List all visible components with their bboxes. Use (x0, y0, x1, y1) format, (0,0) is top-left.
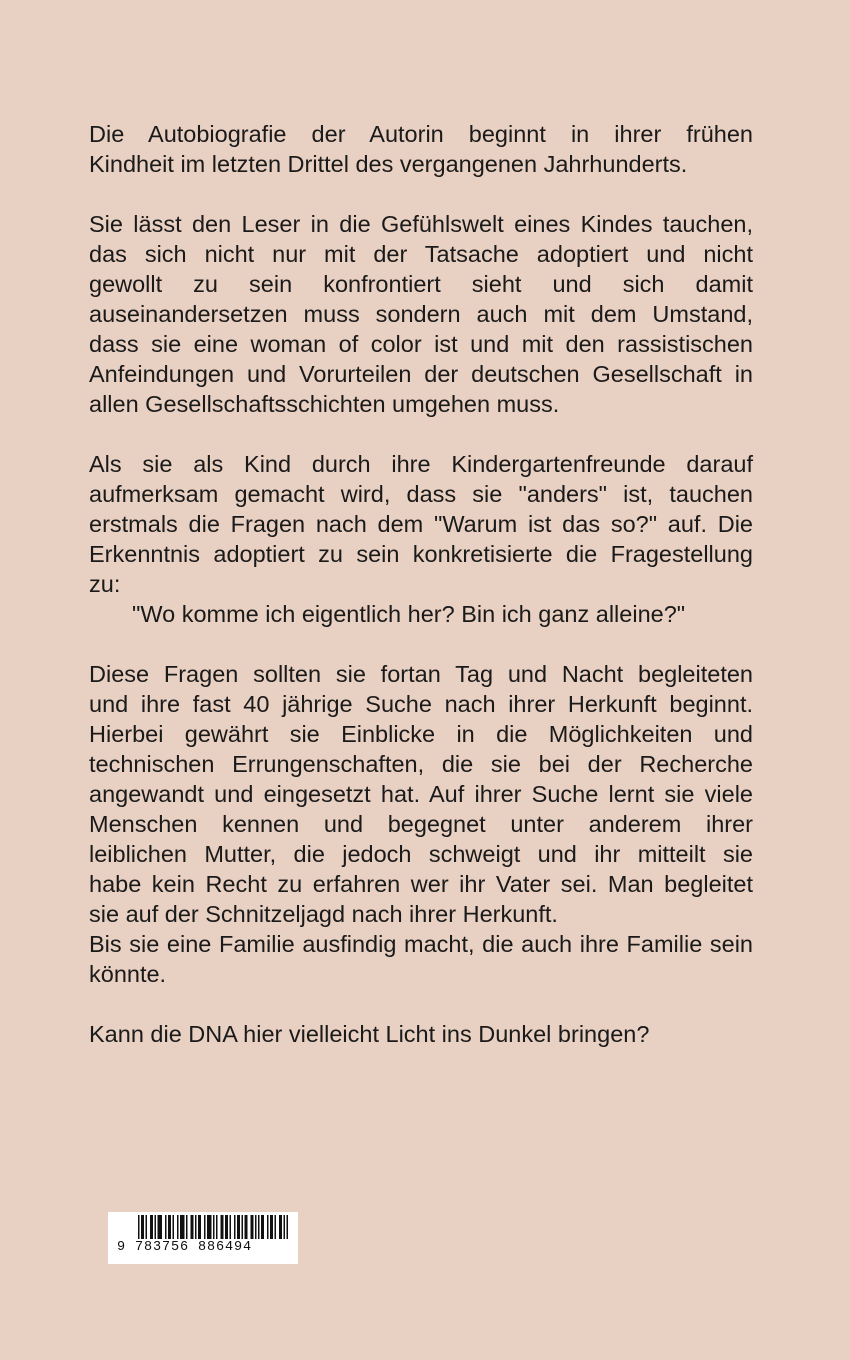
barcode-bar (221, 1215, 223, 1239)
text-line: habe kein Recht zu erfahren wer ihr Vater sei. Man begleitet (89, 871, 753, 897)
barcode-bar (170, 1215, 172, 1239)
barcode-bar (242, 1215, 244, 1239)
barcode-bar (180, 1215, 182, 1239)
barcode-bar (245, 1215, 247, 1239)
text-line: auseinandersetzen muss sondern auch mit dem Umstand, (89, 301, 753, 327)
barcode-bar (191, 1215, 193, 1239)
text-line: Menschen kennen und begegnet unter anderem ihrer (89, 811, 753, 837)
barcode-bar (267, 1215, 269, 1239)
barcode-bar (227, 1215, 229, 1239)
text-line: zu: (89, 571, 121, 597)
text-line: dass sie eine woman of color ist und mit den rassistischen (89, 331, 753, 357)
blurb-paragraph-6 (89, 1019, 753, 1049)
text-line: gewollt zu sein konfrontiert sieht und sich damit (89, 271, 753, 297)
text-line: das sich nicht nur mit der Tatsache adoptiert und nicht (89, 241, 753, 267)
barcode-bar (192, 1215, 194, 1239)
barcode-bar (158, 1215, 160, 1239)
text-line: und ihre fast 40 jährige Suche nach ihrer Herkunft beginnt. (89, 691, 753, 717)
barcode-bar (234, 1215, 236, 1239)
barcode-bar (141, 1215, 143, 1239)
barcode-bar (210, 1215, 212, 1239)
isbn-number: 9 783756 886494 (117, 1240, 253, 1255)
barcode-bar (146, 1215, 148, 1239)
blurb-paragraph-1 (89, 119, 753, 179)
barcode-bar (138, 1215, 140, 1239)
barcode-bar (225, 1215, 227, 1239)
barcode-bar (183, 1215, 185, 1239)
barcode-bar (177, 1215, 179, 1239)
text-line: Sie lässt den Leser in die Gefühlswelt eines Kindes tauchen, (89, 211, 753, 237)
barcode-bar (200, 1215, 202, 1239)
blurb-quote: "Wo komme ich eigentlich her? Bin ich ganz alleine?" (132, 601, 686, 627)
barcode-bar (270, 1215, 272, 1239)
barcode-bar (168, 1215, 170, 1239)
text-line: Als sie als Kind durch ihre Kindergartenfreunde darauf (89, 451, 753, 477)
barcode-bar (150, 1215, 152, 1239)
barcode-bar (222, 1215, 224, 1239)
barcode-bar (159, 1215, 161, 1239)
text-line: Kann die DNA hier vielleicht Licht ins Dunkel bringen? (89, 1021, 650, 1047)
barcode-bars-graphic (108, 1212, 298, 1264)
barcode-bar (204, 1215, 206, 1239)
barcode-bar (275, 1215, 277, 1239)
barcode-bar (284, 1215, 286, 1239)
barcode-bar (230, 1215, 232, 1239)
blurb-paragraph-2 (89, 209, 753, 419)
barcode-bar (152, 1215, 154, 1239)
barcode-bar (216, 1215, 218, 1239)
barcode-bar (213, 1215, 215, 1239)
barcode-bar (272, 1215, 274, 1239)
text-line: angewandt und eingesetzt hat. Auf ihrer Suche lernt sie viele (89, 781, 753, 807)
barcode-bar (155, 1215, 157, 1239)
barcode-bar (287, 1215, 289, 1239)
isbn-barcode (108, 1212, 298, 1264)
text-line: leiblichen Mutter, die jedoch schweigt und ihr mitteilt sie (89, 841, 753, 867)
text-line: Erkenntnis adoptiert zu sein konkretisierte die Fragestellung (89, 541, 753, 567)
barcode-bar (255, 1215, 257, 1239)
barcode-bar (281, 1215, 283, 1239)
barcode-bar (198, 1215, 200, 1239)
back-cover-blurb (89, 119, 753, 1079)
text-line: erstmals die Fragen nach dem "Warum ist das so?" auf. Die (89, 511, 753, 537)
text-line: Diese Fragen sollten sie fortan Tag und Nacht begleiteten (89, 661, 753, 687)
text-line: Bis sie eine Familie ausfindig macht, die auch ihre Familie sein (89, 931, 753, 957)
barcode-bar (207, 1215, 209, 1239)
barcode-bar (186, 1215, 188, 1239)
barcode-bar (246, 1215, 248, 1239)
text-line: sie auf der Schnitzeljagd nach ihrer Herkunft. (89, 901, 558, 927)
blurb-paragraph-4 (89, 659, 753, 929)
text-line: Die Autobiografie der Autorin beginnt in ihrer frühen (89, 121, 753, 147)
barcode-bar (209, 1215, 211, 1239)
barcode-bar (252, 1215, 254, 1239)
text-line: könnte. (89, 961, 167, 987)
barcode-bar (165, 1215, 167, 1239)
barcode-bar (263, 1215, 265, 1239)
barcode-bar (173, 1215, 175, 1239)
text-line: aufmerksam gemacht wird, dass sie "anders" ist, tauchen (89, 481, 753, 507)
text-line: Anfeindungen und Vorurteilen der deutschen Gesellschaft in (89, 361, 753, 387)
barcode-bar (195, 1215, 197, 1239)
barcode-bar (261, 1215, 263, 1239)
text-line: Hierbei gewährt sie Einblicke in die Möglichkeiten und (89, 721, 753, 747)
barcode-bar (279, 1215, 281, 1239)
text-line: allen Gesellschaftsschichten umgehen muss. (89, 391, 560, 417)
barcode-bar (161, 1215, 163, 1239)
text-line: Kindheit im letzten Drittel des vergangenen Jahrhunderts. (89, 151, 688, 177)
barcode-bar (258, 1215, 260, 1239)
blurb-paragraph-5 (89, 929, 753, 989)
barcode-bar (143, 1215, 145, 1239)
barcode-bar (237, 1215, 239, 1239)
barcode-bar (239, 1215, 241, 1239)
text-line: technischen Errungenschaften, die sie bei der Recherche (89, 751, 753, 777)
blurb-paragraph-3 (89, 449, 753, 629)
barcode-bar (182, 1215, 184, 1239)
barcode-bar (251, 1215, 253, 1239)
